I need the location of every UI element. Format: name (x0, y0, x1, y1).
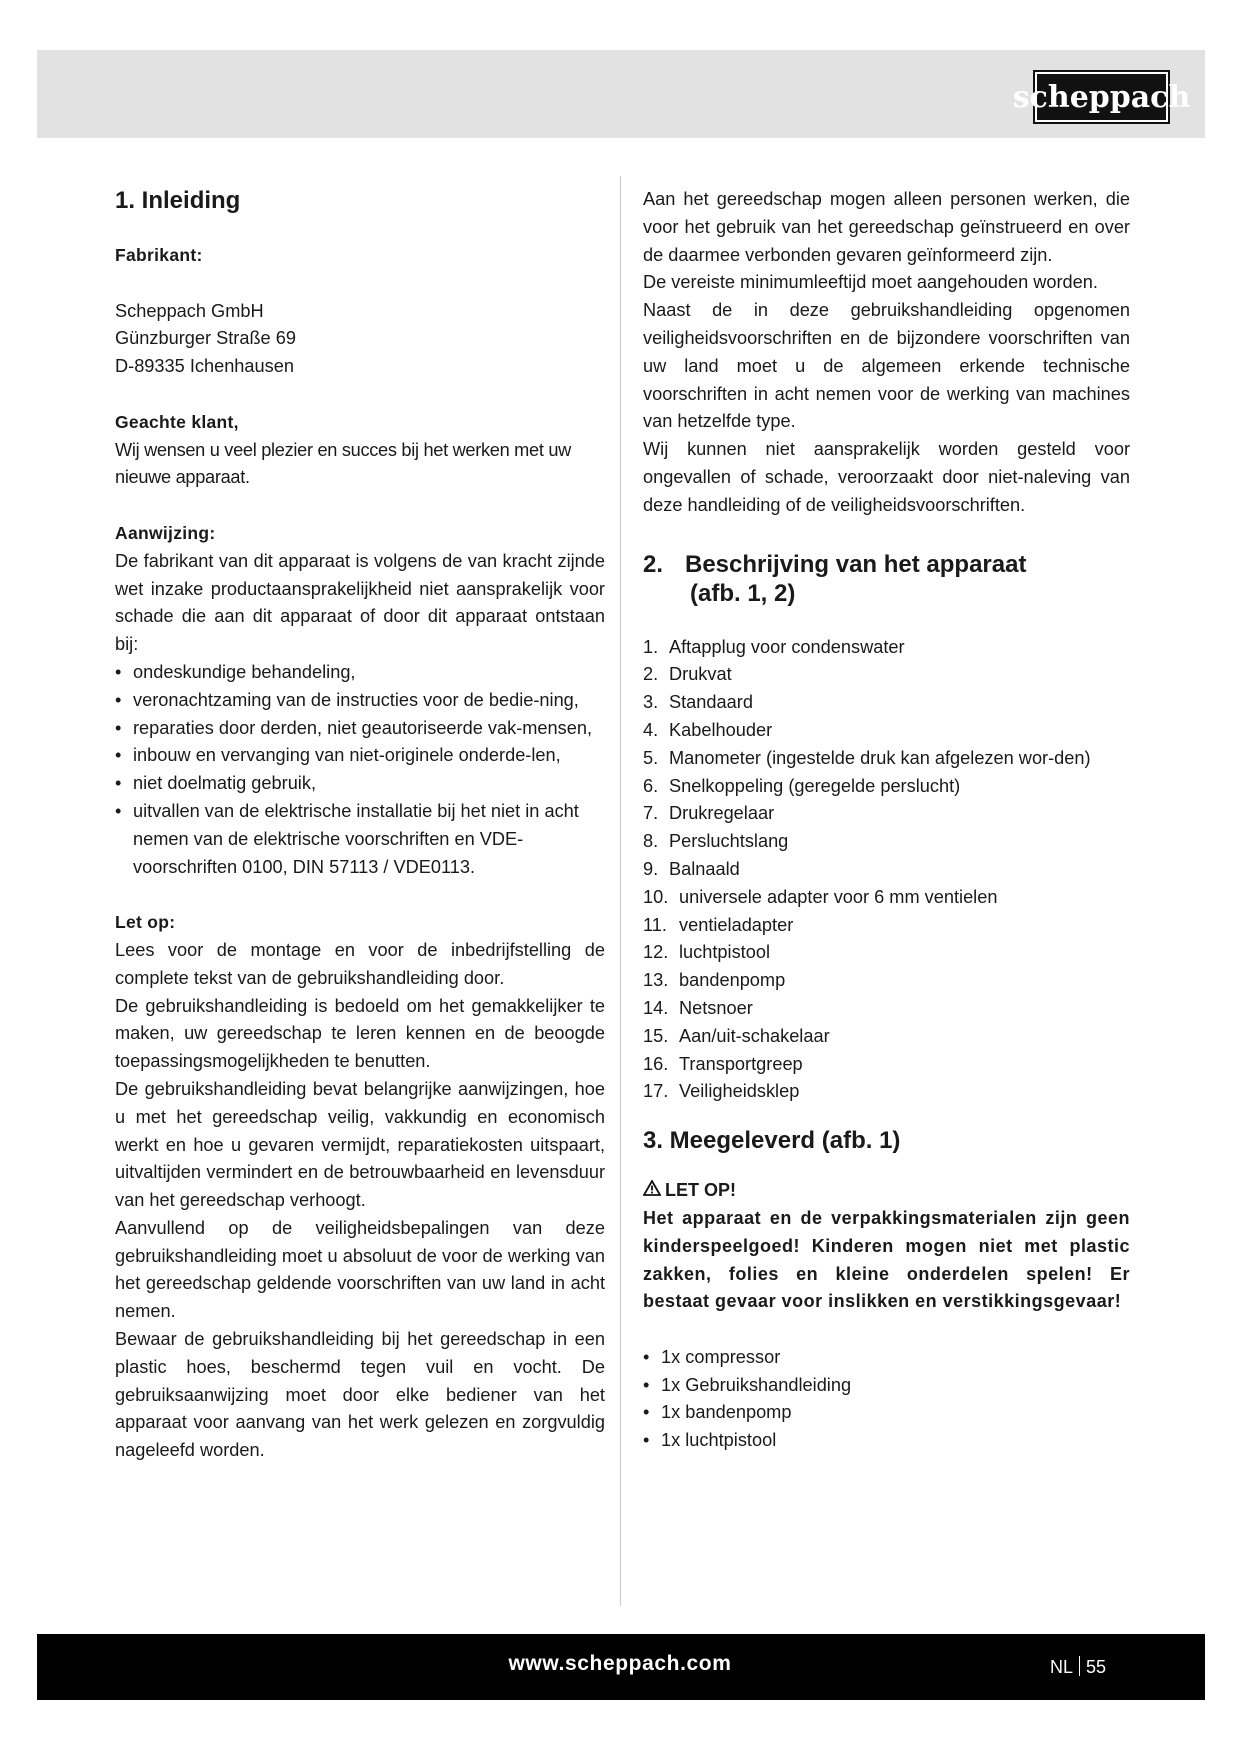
scheppach-logo: scheppach (1033, 70, 1170, 124)
list-item: 11. ventieladapter (643, 914, 794, 935)
section-3-heading: 3. Meegeleverd (afb. 1) (643, 1127, 901, 1155)
section-1-heading: 1. Inleiding (115, 187, 241, 214)
address-line: Scheppach GmbH (115, 300, 264, 321)
list-item: 3. Standaard (643, 692, 753, 713)
list-item: 1. Aftapplug voor condenswater (643, 636, 905, 657)
footer-url: www.scheppach.com (508, 1652, 732, 1675)
list-item: 15. Aan/uit-schakelaar (643, 1025, 830, 1046)
list-item: 12. luchtpistool (643, 942, 770, 963)
address-line: Günzburger Straße 69 (115, 328, 296, 349)
page-number-value: 55 (1086, 1657, 1107, 1677)
fabrikant-label: Fabrikant: (115, 245, 203, 265)
intro-paragraph: Naast de in deze gebruikshandleiding opgenomen veiligheidsvoorschriften en de bijzondere voorschriften van uw land moet u de algemeen erkende technische voorschriften in acht nemen voor de werking van machines van hetzelfde type. (643, 300, 1130, 432)
list-item: • 1x Gebruikshandleiding (643, 1372, 1130, 1400)
list-item: 8. Persluchtslang (643, 831, 789, 852)
letop-paragraph: Bewaar de gebruikshandleiding bij het gereedschap in een plastic hoes, beschermd tegen vuil en vocht. De gebruiksaanwijzing moet door elke bediener van het apparaat voor aanvang van het werk gelezen en zorgvuldig nageleefd worden. (115, 1329, 605, 1461)
list-item: • uitvallen van de elektrische installatie bij het niet in acht nemen van de elektrische voorschriften en VDE-voorschriften 0100, DIN 57113 / VDE0113. (115, 798, 605, 881)
list-item: • veronachtzaming van de instructies voor de bedie-ning, (115, 687, 605, 715)
intro-paragraph: Wij kunnen niet aansprakelijk worden gesteld voor ongevallen of schade, veroorzaakt door niet-naleving van deze handleiding of de veiligheidsvoorschriften. (643, 439, 1130, 515)
aanwijzing-list (115, 659, 605, 881)
language-code: NL (1050, 1657, 1074, 1677)
aanwijzing-text: De fabrikant van dit apparaat is volgens de van kracht zijnde wet inzake productaansprakelijkheid niet aansprakelijk voor schade die aan dit apparaat of door dit apparaat ontstaan bij: (115, 550, 605, 655)
list-item: 9. Balnaald (643, 858, 740, 879)
intro-paragraph: De vereiste minimumleeftijd moet aangehouden worden. (643, 272, 1098, 293)
warning-title: LET OP! (643, 1177, 1130, 1205)
section-2-heading: 2. Beschrijving van het apparaat (afb. 1, 2) (643, 550, 1027, 607)
intro-paragraph: Aan het gereedschap mogen alleen personen werken, die voor het gebruik van het gereedschap geïnstrueerd en over de daarmee verbonden gevaren geïnformeerd zijn. (643, 189, 1130, 265)
letop-paragraph: De gebruikshandleiding is bedoeld om het gemakkelijker te maken, uw gereedschap te leren kennen en de beoogde toepassingsmogelijkheden te benutten. (115, 995, 605, 1072)
list-item: • 1x bandenpomp (643, 1399, 1130, 1427)
list-item: 16. Transportgreep (643, 1053, 803, 1074)
left-column (115, 186, 605, 1465)
aanwijzing-label: Aanwijzing: (115, 522, 216, 543)
list-item: 10. universele adapter voor 6 mm ventielen (643, 886, 998, 907)
list-item: • ondeskundige behandeling, (115, 659, 605, 687)
list-item: 13. bandenpomp (643, 970, 786, 991)
list-item: • inbouw en vervanging van niet-originele onderde-len, (115, 742, 605, 770)
parts-list (643, 634, 1130, 1107)
page-number (1050, 1656, 1106, 1678)
list-item: 17. Veiligheidsklep (643, 1081, 800, 1102)
letop-label: Let op: (115, 912, 176, 933)
list-item: 5. Manometer (ingestelde druk kan afgelezen wor-den) (643, 747, 1091, 768)
column-divider (620, 176, 621, 1606)
letop-paragraph: Aanvullend op de veiligheidsbepalingen van deze gebruikshandleiding moet u absoluut de voor de werking van het gereedschap geldende voorschriften van uw land in acht nemen. (115, 1217, 605, 1322)
letop-paragraph: De gebruikshandleiding bevat belangrijke aanwijzingen, hoe u met het gereedschap veilig, vakkundig en economisch werkt en hoe u gevaren vermijdt, reparatiekosten uitspaart, uitvaltijden vermindert en de betrouwbaarheid en levensduur van het gereedschap verhoogt. (115, 1078, 605, 1211)
letop-paragraph: Lees voor de montage en voor de inbedrijfstelling de complete tekst van de gebruikshandleiding door. (115, 939, 605, 988)
address-line: D-89335 Ichenhausen (115, 356, 294, 377)
list-item: 4. Kabelhouder (643, 719, 773, 740)
list-item: 2. Drukvat (643, 664, 732, 685)
warning-text: Het apparaat en de verpakkingsmaterialen zijn geen kinderspeelgoed! Kinderen mogen niet met plastic zakken, folies en kleine onderdelen spelen! Er bestaat gevaar voor inslikken en verstikkingsgevaar! (643, 1207, 1130, 1312)
list-item: • 1x luchtpistool (643, 1427, 1130, 1455)
warning-triangle-icon (643, 1177, 665, 1205)
list-item: 7. Drukregelaar (643, 803, 775, 824)
greeting-label: Geachte klant, (115, 411, 239, 432)
list-item: • 1x compressor (643, 1344, 1130, 1372)
right-column (643, 186, 1130, 1455)
list-item: • niet doelmatig gebruik, (115, 770, 605, 798)
list-item: 14. Netsnoer (643, 997, 753, 1018)
delivered-items-list (643, 1344, 1130, 1455)
list-item: • reparaties door derden, niet geautoriseerde vak-mensen, (115, 715, 605, 743)
greeting-text: Wij wensen u veel plezier en succes bij het werken met uw nieuwe apparaat. (115, 439, 571, 488)
list-item: 6. Snelkoppeling (geregelde perslucht) (643, 775, 961, 796)
